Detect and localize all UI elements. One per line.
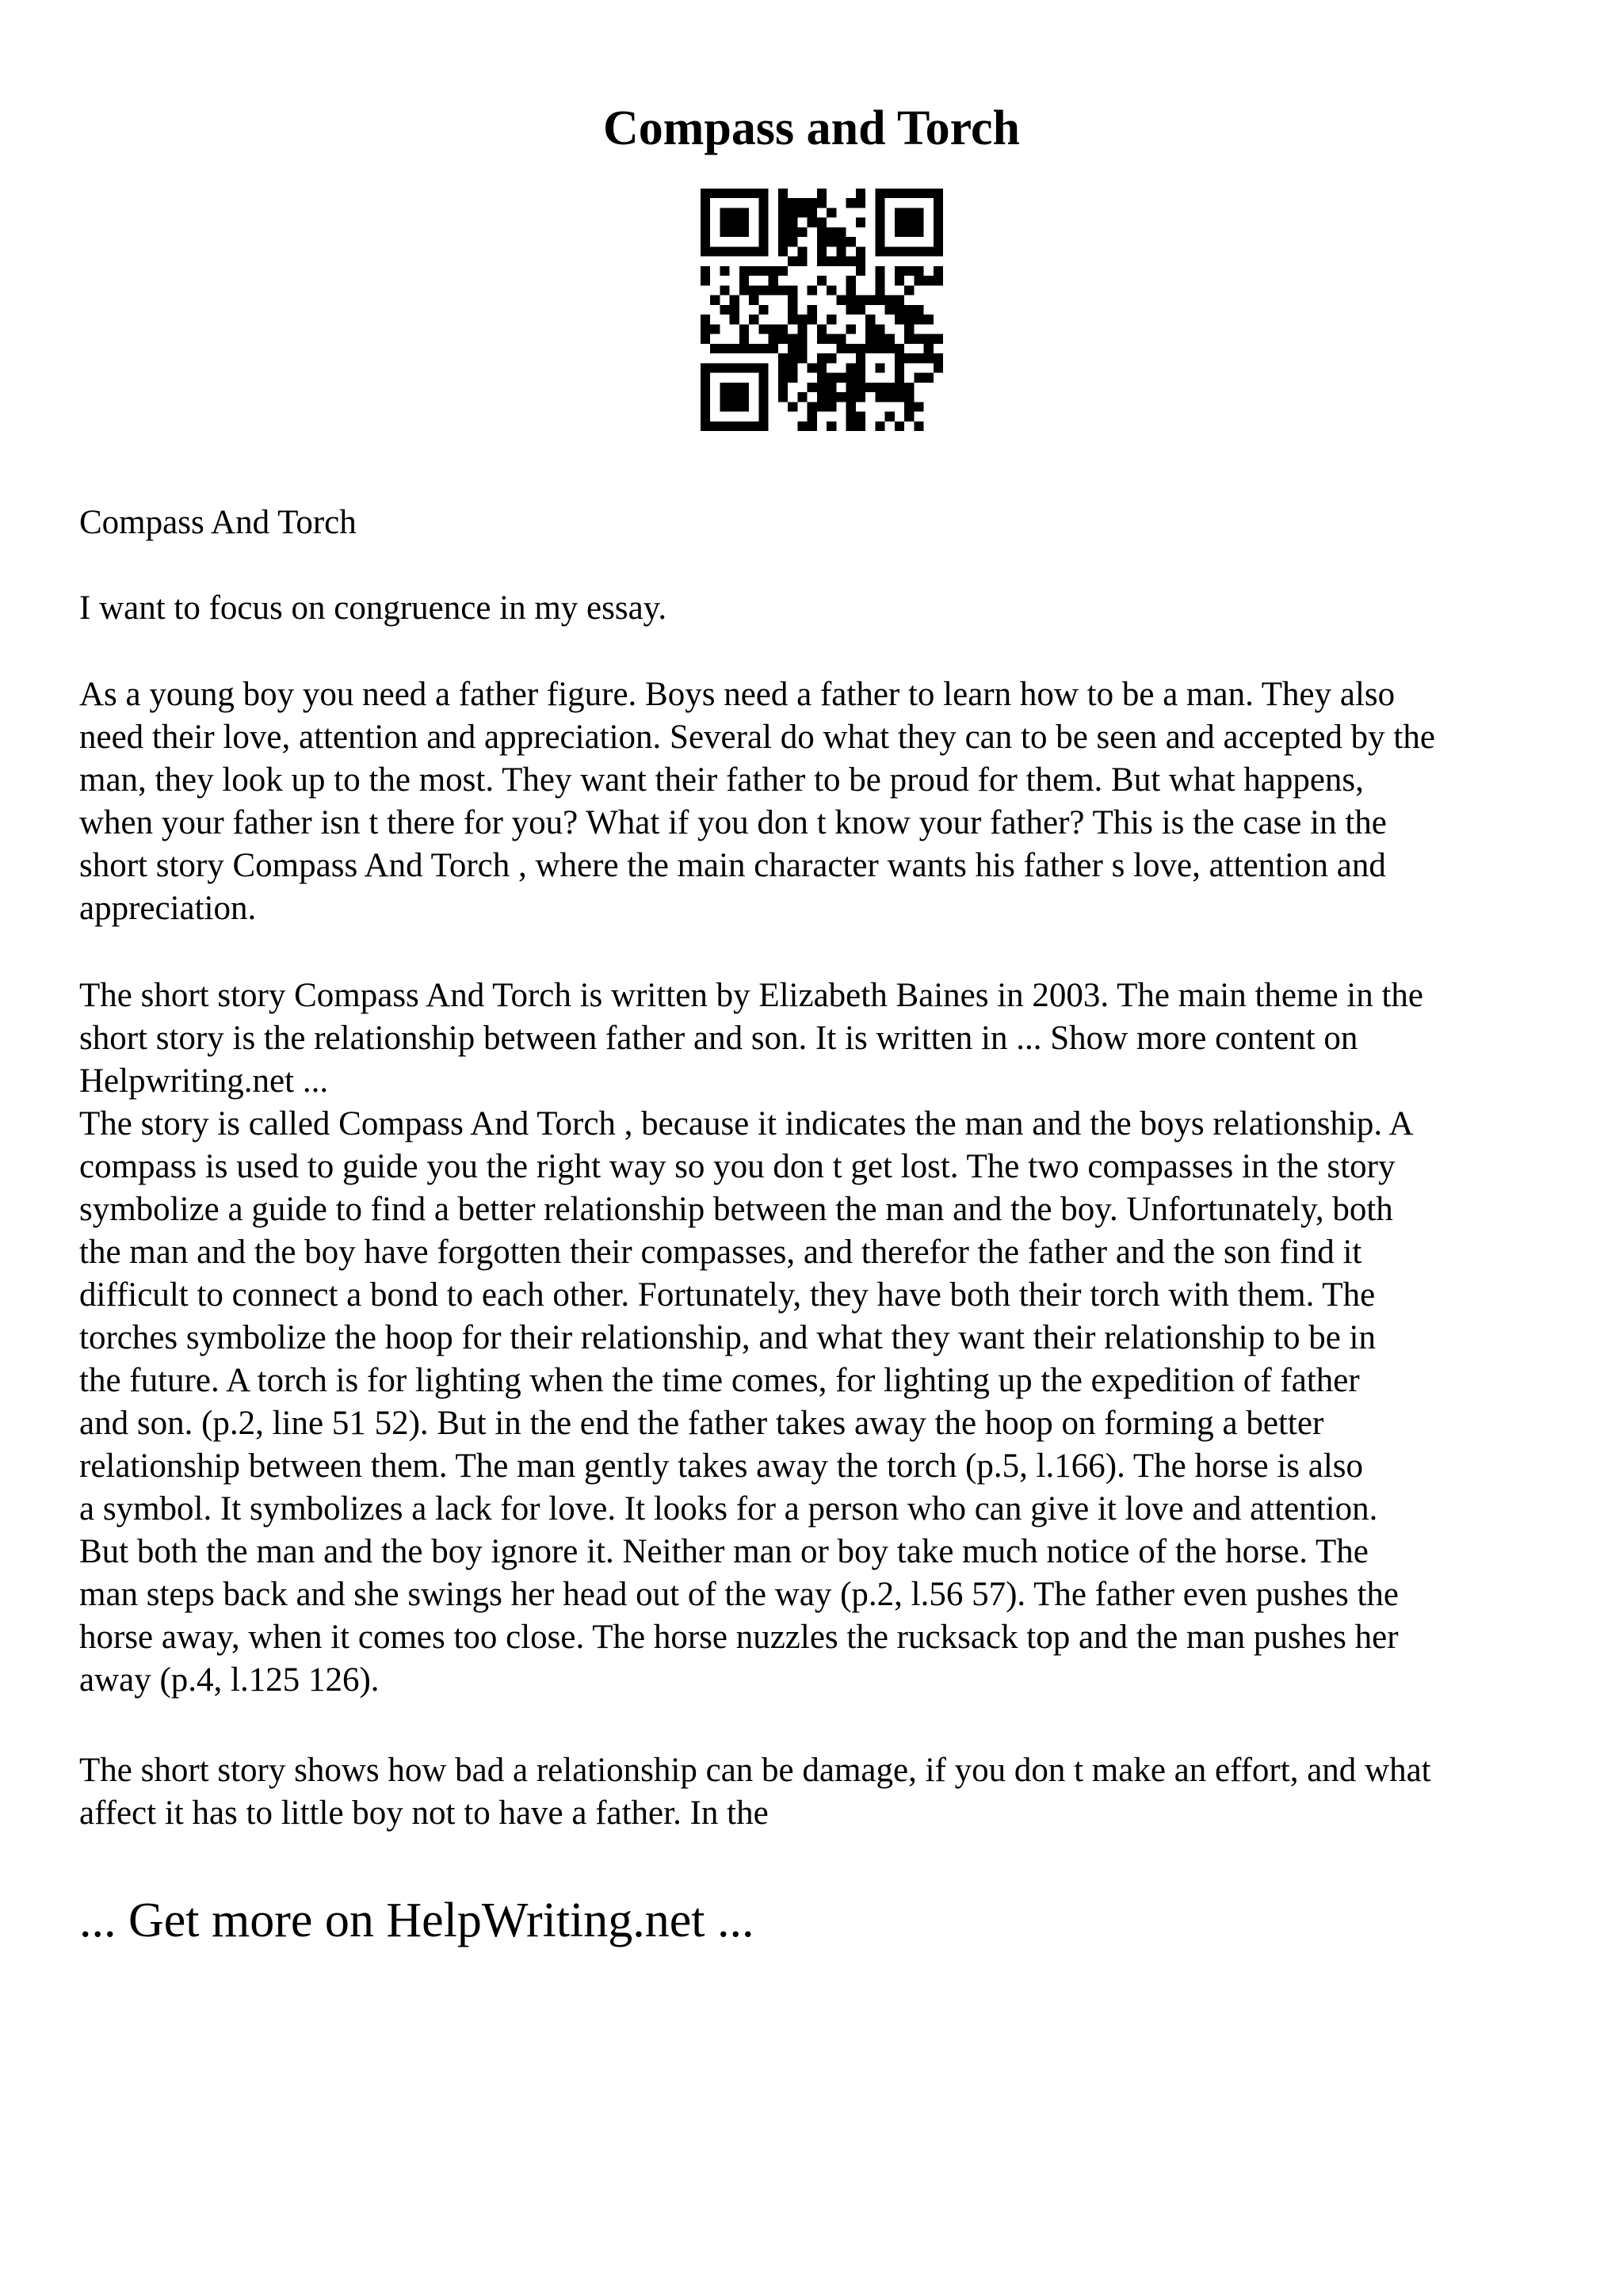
intro-paragraph: I want to focus on congruence in my essay. <box>79 589 667 627</box>
paragraph-line: The story is called Compass And Torch , because it indicates the man and the boys relationship. A <box>79 1105 1414 1142</box>
paragraph-line: Helpwriting.net ... <box>79 1062 329 1100</box>
paragraph-line: relationship between them. The man gently takes away the torch (p.5, l.166). The horse is also <box>79 1447 1364 1485</box>
paragraph-line: symbolize a guide to find a better relationship between the man and the boy. Unfortunately, both <box>79 1191 1393 1228</box>
paragraph-line: appreciation. <box>79 890 257 927</box>
paragraph-line: difficult to connect a bond to each other. Fortunately, they have both their torch with them. The <box>79 1276 1376 1314</box>
paragraph-line: short story Compass And Torch , where the main character wants his father s love, attention and <box>79 847 1386 884</box>
qr-code <box>701 189 943 431</box>
paragraph-line: horse away, when it comes too close. The horse nuzzles the rucksack top and the man pushes her <box>79 1619 1399 1656</box>
paragraph-line: affect it has to little boy not to have a father. In the <box>79 1794 769 1832</box>
paragraph-line: away (p.4, l.125 126). <box>79 1661 380 1699</box>
paragraph-line: a symbol. It symbolizes a lack for love. It looks for a person who can give it love and attention. <box>79 1490 1378 1527</box>
paragraph-line: But both the man and the boy ignore it. Neither man or boy take much notice of the horse. The <box>79 1533 1369 1570</box>
paragraph-line: and son. (p.2, line 51 52). But in the end the father takes away the hoop on forming a better <box>79 1405 1324 1442</box>
paragraph-line: the man and the boy have forgotten their compasses, and therefor the father and the son find it <box>79 1234 1362 1271</box>
paragraph-line: the future. A torch is for lighting when the time comes, for lighting up the expedition of father <box>79 1362 1360 1399</box>
get-more-link[interactable]: ... Get more on HelpWriting.net ... <box>79 1894 754 1947</box>
document-subtitle: Compass And Torch <box>79 504 357 541</box>
paragraph-line: compass is used to guide you the right way so you don t get lost. The two compasses in the story <box>79 1148 1396 1185</box>
paragraph-3 <box>79 1749 1569 1835</box>
paragraph-line: As a young boy you need a father figure. Boys need a father to learn how to be a man. They also <box>79 676 1396 713</box>
paragraph-line: when your father isn t there for you? What if you don t know your father? This is the case in the <box>79 804 1387 841</box>
document-title: Compass and Torch <box>602 101 1021 155</box>
paragraph-line: The short story shows how bad a relationship can be damage, if you don t make an effort, and what <box>79 1752 1431 1789</box>
paragraph-line: man, they look up to the most. They want their father to be proud for them. But what happens, <box>79 761 1364 799</box>
paragraph-line: torches symbolize the hoop for their relationship, and what they want their relationship to be in <box>79 1319 1376 1356</box>
paragraph-2 <box>79 974 1569 1702</box>
paragraph-line: short story is the relationship between father and son. It is written in ... Show more content on <box>79 1020 1358 1057</box>
paragraph-1 <box>79 673 1569 930</box>
paragraph-line: man steps back and she swings her head out of the way (p.2, l.56 57). The father even pushes the <box>79 1576 1400 1613</box>
paragraph-line: The short story Compass And Torch is written by Elizabeth Baines in 2003. The main theme in the <box>79 977 1424 1014</box>
paragraph-line: need their love, attention and appreciation. Several do what they can to be seen and accepted by the <box>79 719 1435 756</box>
